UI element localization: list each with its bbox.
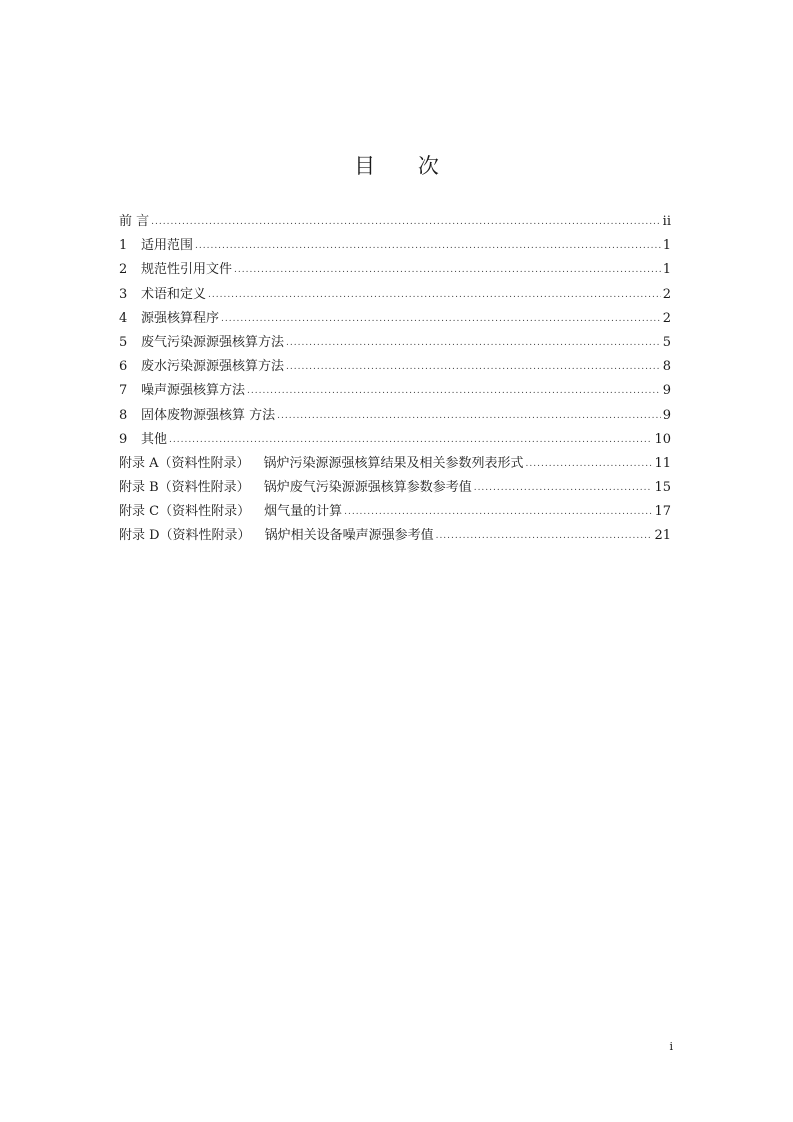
toc-entry-page: 2: [662, 310, 671, 326]
toc-entry-appendix-b[interactable]: [119, 478, 671, 502]
toc-entry-2[interactable]: [119, 260, 671, 284]
toc-entry-5[interactable]: [119, 333, 671, 357]
toc-entry-page: 21: [654, 528, 671, 544]
toc-entry-page: 1: [662, 238, 671, 254]
toc-entry-number: 6: [119, 359, 128, 375]
toc-leader-dots: [436, 526, 653, 546]
toc-leader-dots: [526, 454, 653, 474]
toc-leader-dots: [208, 285, 661, 305]
toc-entry-foreword[interactable]: [119, 212, 671, 236]
toc-entry-title: 前 言: [119, 214, 150, 229]
toc-entry-page: 1: [662, 262, 671, 278]
table-of-contents: [119, 212, 671, 551]
toc-appendix-label: 附录 A（资料性附录）: [119, 455, 250, 471]
toc-entry-page: 8: [662, 359, 671, 375]
toc-entry-title: 锅炉相关设备噪声源强参考值: [264, 528, 434, 544]
toc-entry-number: 2: [119, 262, 128, 278]
toc-leader-dots: [286, 357, 661, 377]
toc-entry-label: [119, 454, 524, 474]
toc-leader-dots: [151, 212, 661, 232]
toc-entry-title: 其他: [141, 431, 168, 447]
toc-entry-title: 锅炉污染源源强核算结果及相关参数列表形式: [263, 455, 524, 471]
toc-entry-title: 噪声源强核算方法: [141, 383, 246, 399]
toc-entry-label: [119, 526, 434, 546]
toc-entry-title: 适用范围: [141, 238, 194, 254]
toc-entry-page: 5: [662, 334, 671, 350]
toc-entry-title: 废水污染源源强核算方法: [141, 359, 285, 375]
toc-entry-number: 8: [119, 407, 128, 423]
toc-leader-dots: [247, 381, 661, 401]
toc-entry-appendix-a[interactable]: [119, 454, 671, 478]
toc-entry-title: 源强核算程序: [141, 310, 220, 326]
toc-entry-number: 7: [119, 383, 128, 399]
toc-entry-label: [119, 430, 167, 450]
toc-entry-page: 11: [654, 455, 671, 471]
toc-entry-8[interactable]: [119, 406, 671, 430]
toc-entry-title: 固体废物源强核算 方法: [141, 407, 276, 423]
toc-entry-label: [119, 381, 245, 401]
page-title: 目 次: [354, 154, 457, 178]
toc-entry-number: 5: [119, 334, 128, 350]
toc-entry-label: [119, 406, 275, 426]
toc-entry-appendix-c[interactable]: [119, 502, 671, 526]
toc-appendix-label: 附录 B（资料性附录）: [119, 480, 250, 496]
toc-leader-dots: [195, 236, 661, 256]
toc-entry-6[interactable]: [119, 357, 671, 381]
toc-entry-title: 锅炉废气污染源源强核算参数参考值: [263, 480, 472, 496]
toc-entry-1[interactable]: [119, 236, 671, 260]
toc-entry-number: 9: [119, 431, 128, 447]
toc-entry-label: [119, 333, 284, 353]
toc-entry-label: [119, 285, 206, 305]
toc-entry-label: [119, 502, 342, 522]
toc-entry-page: 15: [654, 480, 671, 496]
toc-entry-label: [119, 260, 232, 280]
toc-entry-title: 规范性引用文件: [141, 262, 233, 278]
toc-entry-label: [119, 478, 472, 498]
toc-entry-appendix-d[interactable]: [119, 526, 671, 550]
toc-leader-dots: [169, 430, 652, 450]
toc-leader-dots: [234, 260, 661, 280]
toc-entry-number: 1: [119, 238, 128, 254]
toc-leader-dots: [474, 478, 653, 498]
toc-entry-title: 烟气量的计算: [264, 504, 343, 520]
toc-entry-label: [119, 236, 193, 256]
toc-entry-4[interactable]: [119, 309, 671, 333]
toc-leader-dots: [344, 502, 652, 522]
toc-leader-dots: [221, 309, 661, 329]
toc-entry-page: 10: [654, 431, 671, 447]
toc-entry-title: 废气污染源源强核算方法: [141, 334, 285, 350]
toc-entry-title: 术语和定义: [141, 286, 207, 302]
toc-entry-label: [119, 309, 219, 329]
toc-entry-page: 2: [662, 286, 671, 302]
toc-entry-7[interactable]: [119, 381, 671, 405]
toc-leader-dots: [286, 333, 661, 353]
toc-entry-page: 9: [662, 383, 671, 399]
toc-entry-number: 4: [119, 310, 128, 326]
toc-leader-dots: [277, 406, 661, 426]
toc-entry-page: ii: [662, 214, 671, 229]
toc-appendix-label: 附录 C（资料性附录）: [119, 504, 251, 520]
page-number: i: [669, 1040, 673, 1053]
toc-appendix-label: 附录 D（资料性附录）: [119, 528, 251, 544]
toc-entry-9[interactable]: [119, 430, 671, 454]
toc-entry-page: 17: [654, 504, 671, 520]
toc-entry-3[interactable]: [119, 285, 671, 309]
toc-entry-number: 3: [119, 286, 128, 302]
toc-entry-label: [119, 357, 284, 377]
toc-entry-page: 9: [662, 407, 671, 423]
